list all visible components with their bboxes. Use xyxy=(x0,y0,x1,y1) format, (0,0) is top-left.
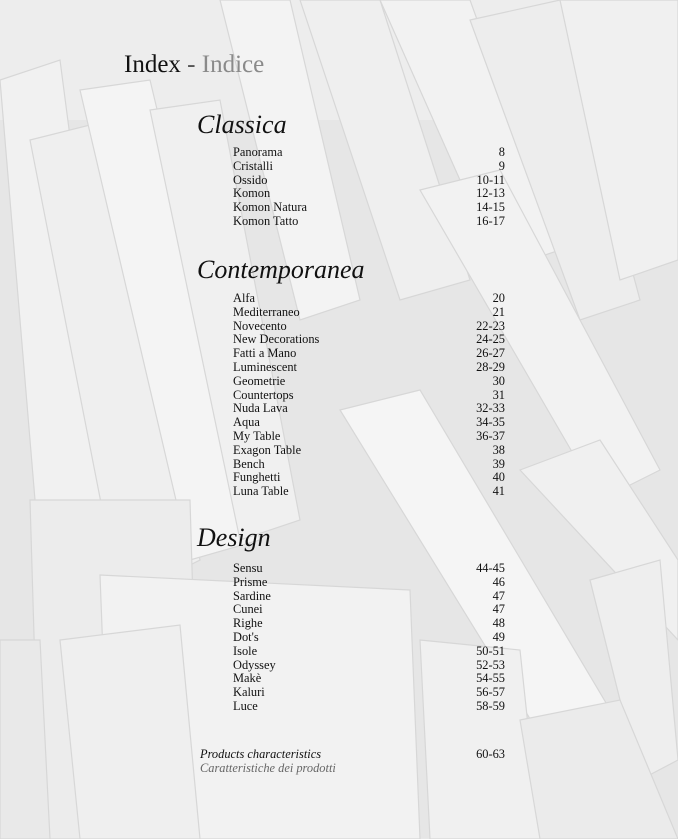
section-list-contemporanea xyxy=(233,292,505,499)
entry-pages: 48 xyxy=(492,616,505,631)
entry-pages: 50-51 xyxy=(476,643,505,658)
section-list-design xyxy=(233,562,505,714)
entry-name: Luna Table xyxy=(233,484,289,499)
entry-name: Luminescent xyxy=(233,359,297,374)
entry-name: Odyssey xyxy=(233,657,276,672)
caratteristiche-label: Caratteristiche dei prodotti xyxy=(200,761,336,775)
entry-name: Aqua xyxy=(233,415,260,430)
products-characteristics-pages: 60-63 xyxy=(476,747,505,761)
index-entry[interactable] xyxy=(233,444,505,458)
entry-pages: 47 xyxy=(492,602,505,617)
index-entry[interactable] xyxy=(233,562,505,576)
index-entry[interactable] xyxy=(233,160,505,174)
entry-name: Komon xyxy=(233,186,271,201)
entry-pages: 30 xyxy=(492,373,505,388)
index-entry[interactable] xyxy=(233,347,505,361)
entry-pages: 14-15 xyxy=(476,200,505,215)
entry-name: Fatti a Mano xyxy=(233,346,297,361)
entry-name: Cristalli xyxy=(233,158,273,173)
entry-name: New Decorations xyxy=(233,332,320,347)
index-entry[interactable] xyxy=(233,590,505,604)
entry-pages: 24-25 xyxy=(476,332,505,347)
entry-pages: 28-29 xyxy=(476,359,505,374)
entry-name: Righe xyxy=(233,616,263,631)
index-entry[interactable] xyxy=(233,485,505,499)
index-entry[interactable] xyxy=(233,617,505,631)
entry-pages: 32-33 xyxy=(476,401,505,416)
entry-pages: 56-57 xyxy=(476,685,505,700)
entry-pages: 40 xyxy=(492,470,505,485)
entry-name: My Table xyxy=(233,428,281,443)
index-entry[interactable] xyxy=(233,700,505,714)
entry-pages: 20 xyxy=(492,291,505,305)
entry-pages: 9 xyxy=(498,158,505,173)
index-entry[interactable] xyxy=(233,201,505,215)
entry-pages: 36-37 xyxy=(476,428,505,443)
index-entry[interactable] xyxy=(233,187,505,201)
entry-name: Funghetti xyxy=(233,470,281,485)
entry-pages: 10-11 xyxy=(476,172,505,187)
section-title-contemporanea: Contemporanea xyxy=(197,255,365,284)
index-entry[interactable] xyxy=(233,659,505,673)
products-characteristics-entry[interactable] xyxy=(200,747,505,775)
entry-pages: 58-59 xyxy=(476,698,505,713)
entry-name: Alfa xyxy=(233,291,256,305)
entry-name: Prisme xyxy=(233,574,268,589)
index-entry[interactable] xyxy=(233,306,505,320)
entry-pages: 54-55 xyxy=(476,671,505,686)
entry-name: Geometrie xyxy=(233,373,286,388)
entry-pages: 16-17 xyxy=(476,213,505,228)
entry-name: Dot's xyxy=(233,629,259,644)
section-title-design: Design xyxy=(197,523,271,552)
index-entry[interactable] xyxy=(233,146,505,160)
entry-name: Isole xyxy=(233,643,258,658)
products-characteristics-label: Products characteristics xyxy=(200,747,322,761)
entry-name: Makè xyxy=(233,671,262,686)
index-entry[interactable] xyxy=(233,215,505,229)
entry-pages: 52-53 xyxy=(476,657,505,672)
index-entry[interactable] xyxy=(233,292,505,306)
entry-pages: 31 xyxy=(492,387,505,402)
entry-pages: 49 xyxy=(492,629,505,644)
entry-name: Kaluri xyxy=(233,685,265,700)
index-entry[interactable] xyxy=(233,430,505,444)
section-title-classica: Classica xyxy=(197,110,287,139)
entry-name: Nuda Lava xyxy=(233,401,288,416)
entry-name: Panorama xyxy=(233,145,283,159)
entry-name: Luce xyxy=(233,698,258,713)
index-entry[interactable] xyxy=(233,333,505,347)
entry-pages: 34-35 xyxy=(476,415,505,430)
entry-name: Sensu xyxy=(233,561,263,575)
entry-name: Bench xyxy=(233,456,265,471)
index-entry[interactable] xyxy=(233,686,505,700)
title-separator: - xyxy=(187,51,196,78)
index-entry[interactable] xyxy=(233,645,505,659)
index-entry[interactable] xyxy=(233,471,505,485)
entry-pages: 21 xyxy=(492,304,505,319)
entry-pages: 26-27 xyxy=(476,346,505,361)
entry-pages: 39 xyxy=(492,456,505,471)
index-entry[interactable] xyxy=(233,416,505,430)
entry-name: Novecento xyxy=(233,318,287,333)
title-english: Index xyxy=(124,51,181,78)
page-title xyxy=(124,50,264,80)
entry-name: Komon Tatto xyxy=(233,213,299,228)
index-entry[interactable] xyxy=(233,174,505,188)
index-entry[interactable] xyxy=(233,320,505,334)
index-entry[interactable] xyxy=(233,672,505,686)
index-entry[interactable] xyxy=(233,631,505,645)
index-entry[interactable] xyxy=(233,603,505,617)
entry-pages: 22-23 xyxy=(476,318,505,333)
index-entry[interactable] xyxy=(233,458,505,472)
entry-pages: 44-45 xyxy=(476,561,505,575)
index-entry[interactable] xyxy=(233,576,505,590)
entry-name: Sardine xyxy=(233,588,271,603)
entry-name: Mediterraneo xyxy=(233,304,300,319)
entry-pages: 38 xyxy=(492,442,505,457)
entry-name: Cunei xyxy=(233,602,263,617)
entry-name: Exagon Table xyxy=(233,442,302,457)
entry-name: Ossido xyxy=(233,172,268,187)
title-italian: Indice xyxy=(201,51,265,78)
entry-pages: 12-13 xyxy=(476,186,505,201)
section-list-classica xyxy=(233,146,505,229)
entry-pages: 8 xyxy=(498,145,505,159)
index-entry[interactable] xyxy=(233,361,505,375)
entry-pages: 41 xyxy=(492,484,505,499)
entry-pages: 47 xyxy=(492,588,505,603)
index-entry[interactable] xyxy=(233,402,505,416)
entry-pages: 46 xyxy=(492,574,505,589)
index-entry[interactable] xyxy=(233,375,505,389)
entry-name: Countertops xyxy=(233,387,294,402)
index-entry[interactable] xyxy=(233,389,505,403)
entry-name: Komon Natura xyxy=(233,200,307,215)
